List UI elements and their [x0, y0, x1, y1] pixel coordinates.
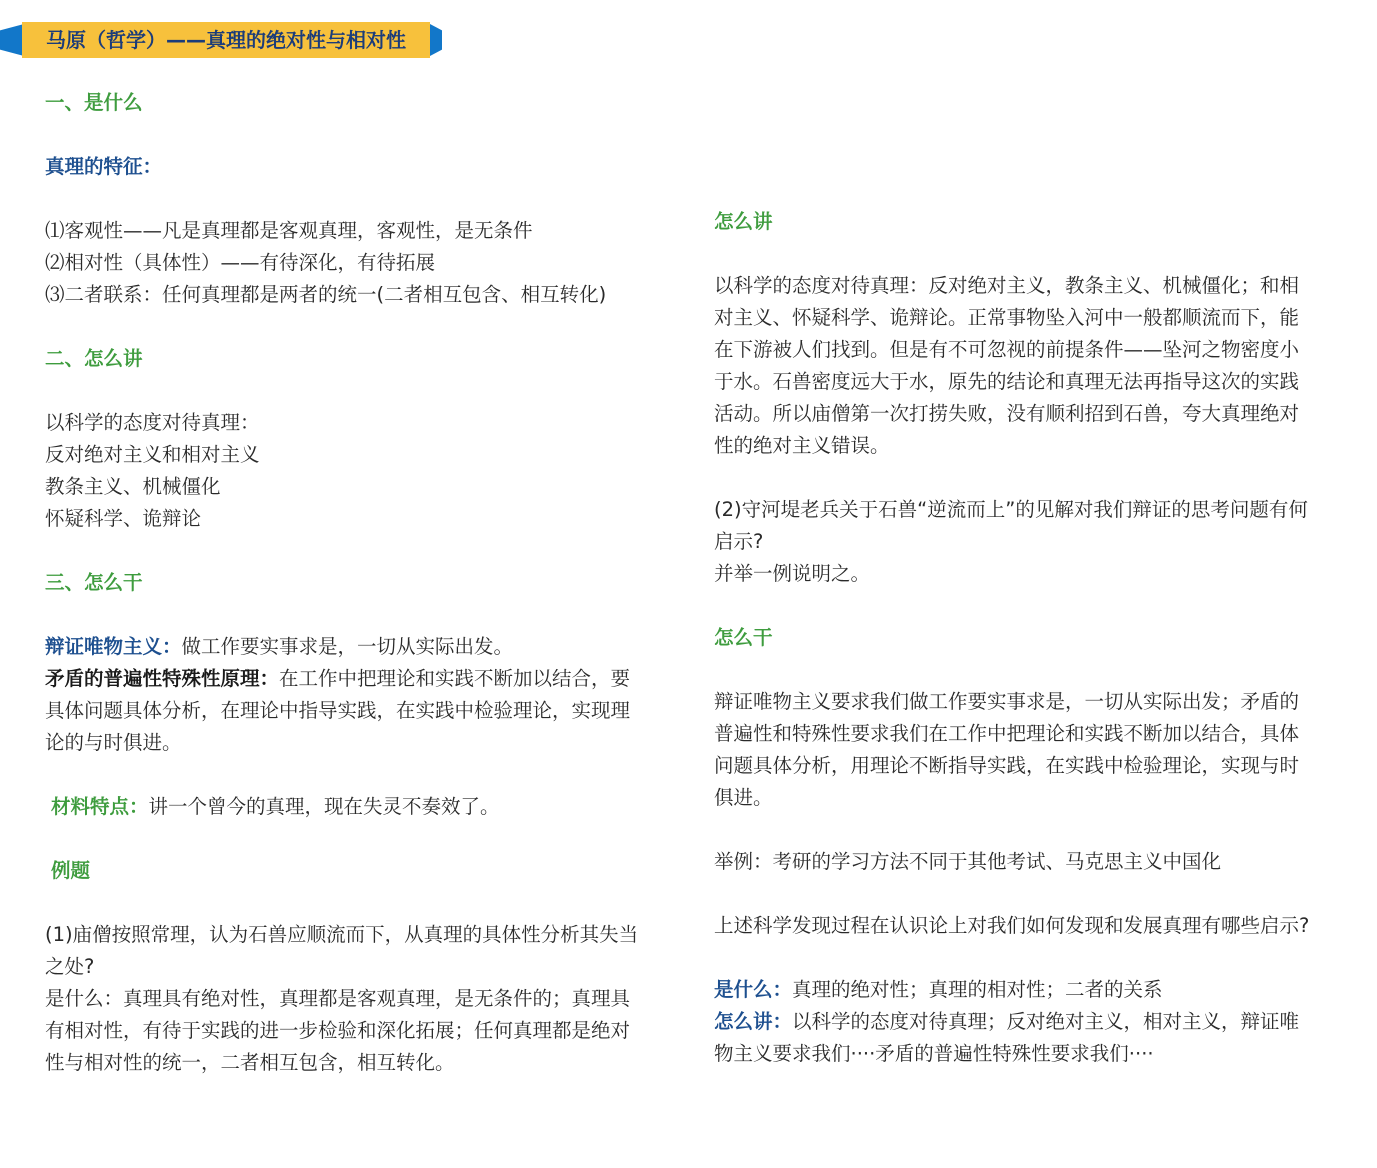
do-paragraph-1: [45, 631, 645, 663]
do-1-text: 做工作要实事求是，一切从实际出发。: [181, 635, 514, 658]
do-1-keyword: 辩证唯物主义：: [45, 635, 182, 658]
question-3: 上述科学发现过程在认识论上对我们如何发现和发展真理有哪些启示?: [714, 914, 1310, 937]
feature-item: ⑴客观性——凡是真理都是客观真理，客观性，是无条件: [45, 219, 533, 242]
how-line: 怀疑科学、诡辩论: [45, 507, 202, 530]
section-heading-how-to-do: 三、怎么干: [45, 571, 143, 594]
left-column: [45, 87, 645, 1079]
summary-1: [714, 974, 1314, 1006]
example-text: 举例：考研的学习方法不同于其他考试、马克思主义中国化: [714, 850, 1222, 873]
feature-item: ⑵相对性（具体性）——有待深化，有待拓展: [45, 251, 436, 274]
truth-features-heading: 真理的特征：: [45, 155, 163, 178]
title-banner: [0, 22, 442, 58]
feature-item: ⑶二者联系：任何真理都是两者的统一(二者相互包含、相互转化): [45, 283, 607, 306]
material-paragraph: [45, 791, 645, 823]
do-2-text: 在工作中把理论和实践不断加以结合，要具体问题具体分析，在理论中指导实践，在实践中检验理论，实现理论的与时俱进。: [45, 667, 631, 754]
summary-2: [714, 1006, 1314, 1070]
example-question-1: (1)庙僧按照常理，认为石兽应顺流而下，从真理的具体性分析其失当之处?: [45, 923, 639, 978]
banner-right-accent: [430, 24, 442, 56]
summary-1-text: 真理的绝对性；真理的相对性；二者的关系: [792, 978, 1163, 1001]
page-title: 马原（哲学）——真理的绝对性与相对性: [46, 28, 406, 52]
do-2-keyword: 矛盾的普遍性特殊性原理：: [45, 667, 280, 690]
section-heading-what: 一、是什么: [45, 91, 143, 114]
summary-1-keyword: 是什么：: [714, 978, 793, 1001]
section-heading-how-to-explain: 二、怎么讲: [45, 347, 143, 370]
how-line: 反对绝对主义和相对主义: [45, 443, 260, 466]
material-keyword: 材料特点：: [51, 795, 149, 818]
how-to-do-text: 辩证唯物主义要求我们做工作要实事求是，一切从实际出发；矛盾的普遍性和特殊性要求我们在工作中把理论和实践不断加以结合，具体问题具体分析，用理论不断指导实践，在实践中检验理论，实现与时俱进。: [714, 690, 1300, 809]
right-column: [714, 206, 1314, 1070]
summary-2-keyword: 怎么讲：: [714, 1010, 793, 1033]
example-answer-1: 是什么：真理具有绝对性，真理都是客观真理，是无条件的；真理具有相对性，有待于实践的进一步检验和深化拓展；任何真理都是绝对性与相对性的统一，二者相互包含，相互转化。: [45, 987, 631, 1074]
banner-left-accent: [0, 24, 24, 56]
how-line: 以科学的态度对待真理：: [45, 411, 260, 434]
do-paragraph-2: [45, 663, 645, 759]
material-text: 讲一个曾今的真理，现在失灵不奏效了。: [148, 795, 500, 818]
how-to-do-heading: 怎么干: [714, 626, 773, 649]
how-to-explain-text: 以科学的态度对待真理：反对绝对主义，教条主义、机械僵化；和相对主义、怀疑科学、诡辩论。正常事物坠入河中一般都顺流而下，能在下游被人们找到。但是有不可忽视的前提条件——坠河之物密度小于水。石兽密度远大于水，原先的结论和真理无法再指导这次的实践活动。所以庙僧第一次打捞失败，没有顺利招到石兽，夸大真理绝对性的绝对主义错误。: [714, 274, 1300, 457]
question-2: (2)守河堤老兵关于石兽“逆流而上”的见解对我们辩证的思考问题有何启示?: [714, 498, 1308, 553]
example-heading: 例题: [51, 859, 91, 882]
how-line: 教条主义、机械僵化: [45, 475, 221, 498]
summary-2-text: 以科学的态度对待真理；反对绝对主义，相对主义，辩证唯物主义要求我们····矛盾的普遍性特殊性要求我们····: [714, 1010, 1300, 1065]
how-to-explain-heading: 怎么讲: [714, 210, 773, 233]
question-2-sub: 并举一例说明之。: [714, 562, 871, 585]
